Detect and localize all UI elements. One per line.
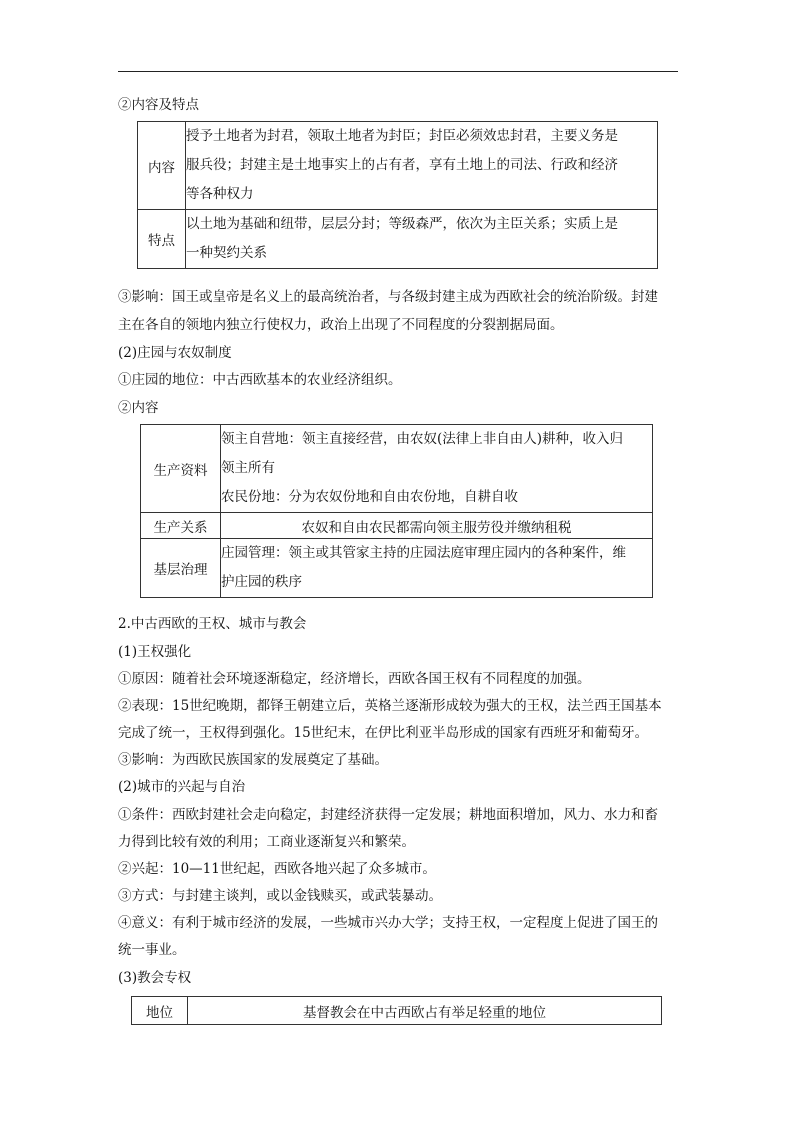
- church-table: [131, 996, 662, 1025]
- influence-line-1: ③影响：国王或皇帝是名义上的最高统治者，与各级封建主成为西欧社会的统治阶级。封建: [118, 289, 658, 305]
- city-significance-1: ④意义：有利于城市经济的发展，一些城市兴办大学；支持王权，一定程度上促进了国王的: [118, 915, 658, 931]
- table-row: [141, 425, 653, 513]
- table-row: [132, 997, 662, 1025]
- city-condition-1: ①条件：西欧封建社会走向稳定，封建经济获得一定发展；耕地面积增加，风力、水力和畜: [118, 807, 658, 823]
- table-row: [138, 122, 658, 210]
- city-condition-2: 力得到比较有效的利用；工商业逐渐复兴和繁荣。: [118, 834, 415, 850]
- section-heading-content-features: ②内容及特点: [118, 97, 199, 113]
- row-label-content: 内容: [138, 122, 186, 210]
- table-row: [141, 513, 653, 539]
- row-text-means-of-production: [221, 425, 653, 513]
- royal-power-performance-1: ②表现：15世纪晚期，都铎王朝建立后，英格兰逐渐形成较为强大的王权，法兰西王国基本: [118, 698, 662, 714]
- section-2-title: 2.中古西欧的王权、城市与教会: [118, 616, 307, 632]
- manor-table: [140, 424, 653, 598]
- row-text-content: [186, 122, 658, 210]
- manor-heading: (2)庄园与农奴制度: [118, 345, 232, 361]
- influence-line-2: 主在各自的领地内独立行使权力，政治上出现了不同程度的分裂割据局面。: [118, 317, 564, 333]
- text-line: 服兵役；封建主是土地事实上的占有者，享有土地上的司法、行政和经济: [186, 157, 618, 173]
- royal-power-impact: ③影响：为西欧民族国家的发展奠定了基础。: [118, 752, 388, 768]
- manor-content-heading: ②内容: [118, 400, 159, 416]
- city-way: ③方式：与封建主谈判，或以金钱赎买，或武装暴动。: [118, 888, 442, 904]
- text-line: 领主所有: [221, 460, 275, 476]
- church-heading: (3)教会专权: [118, 970, 192, 986]
- text-line: 等各种权力: [186, 186, 254, 202]
- text-line: 领主自营地：领主直接经营，由农奴(法律上非自由人)耕种，收入归: [221, 431, 624, 447]
- row-text-features: [186, 210, 658, 269]
- text-line: 护庄园的秩序: [221, 574, 302, 590]
- fief-table: [137, 121, 658, 269]
- text-line: 一种契约关系: [186, 245, 267, 261]
- row-label-relations: 生产关系: [141, 513, 221, 539]
- manor-status: ①庄园的地位：中古西欧基本的农业经济组织。: [118, 372, 402, 388]
- row-text-governance: [221, 539, 653, 598]
- royal-power-reason: ①原因：随着社会环境逐渐稳定，经济增长，西欧各国王权有不同程度的加强。: [118, 671, 591, 687]
- text-line: 农民份地：分为农奴份地和自由农份地，自耕自收: [221, 489, 518, 505]
- text-line: 以土地为基础和纽带，层层分封；等级森严，依次为主臣关系；实质上是: [186, 216, 618, 232]
- row-label-status: 地位: [132, 997, 188, 1025]
- text-line: 庄园管理：领主或其管家主持的庄园法庭审理庄园内的各种案件，维: [221, 545, 626, 561]
- city-significance-2: 统一事业。: [118, 942, 186, 958]
- row-label-means-of-production: 生产资料: [141, 425, 221, 513]
- row-label-features: 特点: [138, 210, 186, 269]
- row-text-relations: 农奴和自由农民都需向领主服劳役并缴纳租税: [221, 513, 653, 539]
- royal-power-heading: (1)王权强化: [118, 644, 192, 660]
- city-rise: ②兴起：10—11世纪起，西欧各地兴起了众多城市。: [118, 861, 436, 877]
- row-label-governance: 基层治理: [141, 539, 221, 598]
- table-row: [138, 210, 658, 269]
- city-heading: (2)城市的兴起与自治: [118, 779, 246, 795]
- royal-power-performance-2: 完成了统一，王权得到强化。15世纪末，在伊比利亚半岛形成的国家有西班牙和葡萄牙。: [118, 725, 649, 741]
- table-row: [141, 539, 653, 598]
- header-rule: [118, 71, 678, 72]
- row-text-status: 基督教会在中古西欧占有举足轻重的地位: [188, 997, 662, 1025]
- text-line: 授予土地者为封君，领取土地者为封臣；封臣必须效忠封君，主要义务是: [186, 128, 618, 144]
